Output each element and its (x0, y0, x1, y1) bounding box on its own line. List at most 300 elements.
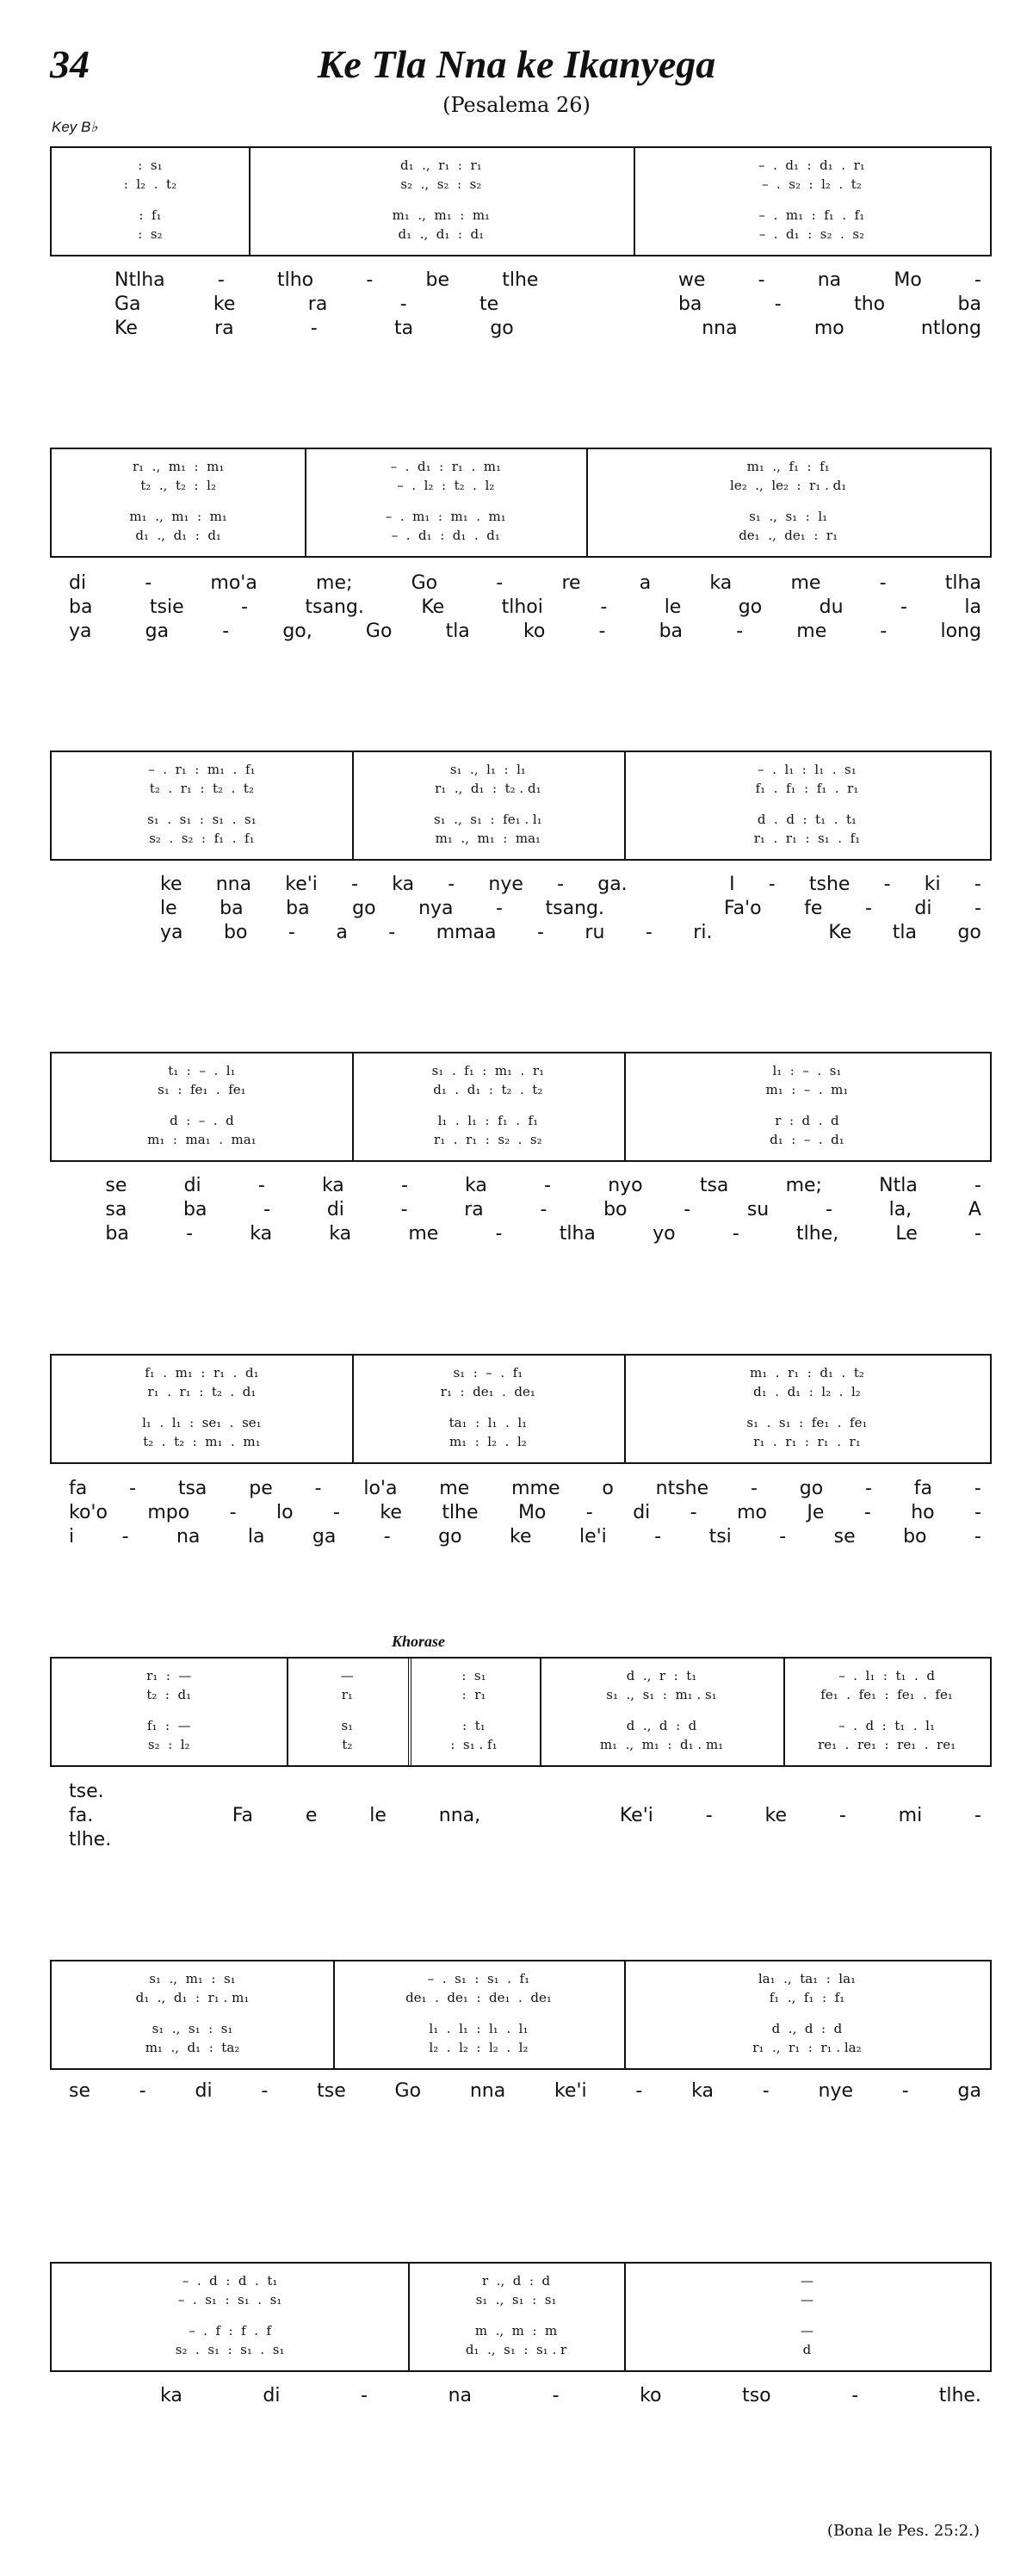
lyric-syllable: ka (392, 874, 415, 895)
note-cell: – . m₁ : m₁ . m₁ (385, 509, 506, 524)
lyric-syllable: ra (307, 293, 328, 315)
lyric-syllable: tsang. (305, 596, 364, 618)
lyric-syllable: tla (892, 922, 917, 943)
note-cell: r₁ ., d₁ : t₂ . d₁ (435, 781, 541, 796)
lyric-syllable: go (438, 1526, 462, 1547)
note-cell: – . l₁ : t₁ . d (838, 1668, 935, 1683)
sol-fa-system-1 (50, 146, 992, 256)
note-cell: m₁ . r₁ : d₁ . t₂ (750, 1365, 864, 1381)
lyric-syllable: ka (321, 1175, 344, 1196)
footer-reference: (Bona le Pes. 25:2.) (826, 2522, 980, 2540)
lyric-syllable: - (690, 1502, 697, 1523)
hymn-number: 34 (50, 42, 90, 86)
lyric-syllable: di (633, 1502, 651, 1523)
note-cell: m₁ ., m₁ : m₁ (129, 509, 227, 524)
lyric-line (69, 2079, 981, 2103)
lyric-syllable: - (654, 1526, 662, 1547)
lyrics-block-7 (69, 2079, 981, 2103)
lyric-syllable: ya (69, 621, 92, 642)
lyric-syllable: Fa'o (724, 898, 762, 919)
lyric-syllable: - (361, 2385, 368, 2406)
lyric-syllable: - (883, 874, 891, 895)
lyric-syllable: - (974, 1175, 981, 1196)
lyric-syllable: ka (691, 2080, 714, 2102)
lyric-syllable: di (183, 1175, 201, 1196)
lyric-syllable: - (974, 269, 981, 291)
note-cell: re₁ . re₁ : re₁ . re₁ (818, 1737, 956, 1752)
note-cell: : r₁ (461, 1687, 486, 1702)
lyric-syllable: tlhe. (938, 2385, 981, 2406)
note-cell: t₂ : d₁ (146, 1687, 192, 1702)
note-cell: t₂ ., t₂ : l₂ (140, 478, 216, 493)
note-cell: s₁ ., s₁ : m₁ . s₁ (606, 1687, 717, 1702)
lyric-syllable: ko (640, 2385, 662, 2406)
note-cell: – . d : d . t₁ (182, 2273, 278, 2289)
lyric-line (69, 1174, 981, 1198)
note-cell: fe₁ . fe₁ : fe₁ . fe₁ (820, 1687, 953, 1702)
note-cell: s₁ : – . f₁ (453, 1365, 523, 1381)
sol-fa-system-8 (50, 2262, 992, 2372)
lyric-syllable: le (160, 898, 177, 919)
lyric-syllable: re (561, 572, 581, 594)
lyrics-block-2 (69, 571, 981, 644)
lyric-syllable: nya (418, 898, 454, 919)
lyric-syllable: - (598, 621, 606, 642)
lyric-syllable: - (774, 293, 782, 315)
lyric-syllable: tshe (808, 874, 851, 895)
sol-fa-system-5 (50, 1354, 992, 1464)
lyric-syllable: Ntlha (114, 269, 165, 291)
lyric-syllable: - (758, 269, 765, 291)
note-cell: r ., d : d (481, 2273, 551, 2289)
lyric-syllable: - (900, 596, 907, 618)
lyric-syllable: nna (702, 318, 738, 339)
note-cell: d ., d : d (771, 2021, 843, 2036)
note-cell: d₁ ., d₁ : r₁ . m₁ (135, 1990, 250, 2005)
note-cell: d₁ ., d₁ : d₁ (135, 528, 221, 543)
lyric-syllable: - (366, 269, 374, 291)
lyric-line (69, 1477, 981, 1501)
lyric-syllable: tso (742, 2385, 771, 2406)
lyric-syllable: tse (317, 2080, 346, 2102)
note-cell: d . d : t₁ . t₁ (757, 812, 857, 827)
lyric-syllable: go (799, 1478, 824, 1499)
note-cell: – . s₁ : s₁ . f₁ (427, 1971, 530, 1986)
lyric-syllable: - (585, 1502, 593, 1523)
note-cell: d₁ ., r₁ : r₁ (399, 158, 482, 173)
key-signature: Key B♭ (52, 119, 98, 135)
lyric-syllable: di (263, 2385, 281, 2406)
lyric-syllable: - (635, 2080, 643, 2102)
lyrics-block-6 (69, 1780, 981, 1852)
lyric-syllable: me (796, 621, 827, 642)
lyric-syllable: ka (465, 1175, 487, 1196)
lyric-syllable: Go (394, 2080, 422, 2102)
lyric-syllable (591, 269, 626, 293)
lyric-syllable (145, 1804, 180, 1828)
lyric-syllable: pe (249, 1478, 273, 1499)
lyric-syllable: ra (214, 318, 234, 339)
lyric-syllable: se (105, 1175, 127, 1196)
lyric-syllable: fe (804, 898, 823, 919)
lyric-syllable: - (974, 1223, 981, 1245)
lyric-syllable: - (186, 1223, 194, 1245)
lyric-syllable: ko'o (69, 1502, 108, 1523)
lyric-syllable: long (940, 621, 981, 642)
lyric-syllable: - (838, 1805, 846, 1826)
lyric-syllable: nyo (608, 1175, 643, 1196)
section-label: Khorase (392, 1633, 446, 1650)
lyric-syllable: - (684, 1199, 691, 1220)
note-cell: m₁ ., d₁ : ta₂ (145, 2040, 240, 2055)
note-cell: r₁ ., m₁ : m₁ (132, 459, 225, 474)
note-cell: : l₂ . t₂ (123, 176, 177, 192)
lyric-syllable: - (974, 1805, 981, 1826)
lyric-syllable: tlho (276, 269, 314, 291)
note-cell: d : – . d (170, 1113, 234, 1128)
lyric-syllable: me; (785, 1175, 822, 1196)
note-cell: m₁ ., m₁ : m₁ (392, 207, 491, 223)
lyric-line (69, 1198, 981, 1222)
lyric-syllable: - (261, 2080, 269, 2102)
lyric-syllable: lo'a (363, 1478, 398, 1499)
lyric-syllable: ho (911, 1502, 935, 1523)
lyric-syllable: la, (888, 1199, 912, 1220)
lyric-syllable: la (964, 596, 981, 618)
lyric-syllable: - (121, 1526, 129, 1547)
lyric-syllable: tlha (944, 572, 981, 594)
note-cell: – . l₂ : t₂ . l₂ (397, 478, 495, 493)
lyric-syllable: ke'i (554, 2080, 587, 2102)
lyric-syllable: - (229, 1502, 237, 1523)
lyric-syllable: ki (924, 874, 941, 895)
lyric-syllable: - (496, 898, 503, 919)
lyric-syllable: go, (282, 621, 312, 642)
lyric-syllable: ga (957, 2080, 981, 2102)
note-cell: – . m₁ : f₁ . f₁ (758, 207, 865, 223)
note-cell: r₁ (341, 1687, 353, 1702)
note-cell: – . s₁ : s₁ . s₁ (177, 2292, 282, 2307)
lyric-syllable: di (914, 898, 932, 919)
note-cell: m₁ ., m₁ : d₁ . m₁ (599, 1737, 724, 1752)
lyric-syllable: - (779, 1526, 787, 1547)
lyric-syllable (661, 873, 696, 897)
lyric-syllable: tse. (69, 1781, 104, 1802)
note-cell: ta₁ : l₁ . l₁ (448, 1415, 528, 1430)
note-cell: t₂ . r₁ : t₂ . t₂ (149, 781, 254, 796)
lyric-line (69, 1222, 981, 1246)
hymn-subtitle: (Pesalema 26) (442, 93, 591, 117)
lyric-syllable: - (314, 1478, 322, 1499)
lyric-line (69, 1501, 981, 1525)
lyric-syllable: mme (511, 1478, 560, 1499)
lyric-syllable: - (263, 1199, 271, 1220)
lyric-syllable: - (383, 1526, 391, 1547)
lyric-line (69, 873, 981, 897)
lyric-syllable: te (479, 293, 499, 315)
note-cell: t₂ . t₂ : m₁ . m₁ (143, 1434, 261, 1449)
lyric-syllable: - (901, 2080, 909, 2102)
lyric-syllable (753, 921, 788, 945)
note-cell: s₁ ., m₁ : s₁ (149, 1971, 236, 1986)
note-cell: d₁ ., d₁ : d₁ (398, 226, 485, 242)
lyric-syllable: bo (223, 922, 248, 943)
note-cell: l₁ . l₁ : l₁ . l₁ (429, 2021, 529, 2036)
lyric-syllable: na (176, 1526, 201, 1547)
lyric-syllable: Ga (114, 293, 141, 315)
lyric-syllable: ke (380, 1502, 402, 1523)
note-cell: l₁ : – . s₁ (772, 1063, 842, 1078)
note-cell: d₁ : – . d₁ (770, 1132, 844, 1147)
lyric-syllable: Mo (894, 269, 922, 291)
lyric-syllable: tsa (699, 1175, 729, 1196)
lyric-syllable: me (408, 1223, 439, 1245)
lyric-syllable: - (865, 1478, 872, 1499)
note-cell: m₁ : – . m₁ (765, 1082, 849, 1097)
lyric-syllable: di (69, 572, 87, 594)
lyric-syllable: se (69, 2080, 90, 2102)
lyric-syllable: - (544, 1175, 552, 1196)
sol-fa-system-3 (50, 751, 992, 861)
note-cell: d₁ . d₁ : l₂ . l₂ (753, 1384, 861, 1399)
lyric-syllable: - (557, 874, 565, 895)
lyric-line (69, 317, 981, 341)
lyric-syllable: Ke (828, 922, 852, 943)
lyric-syllable: le (369, 1805, 387, 1826)
lyric-syllable: mi (898, 1805, 923, 1826)
note-cell: l₁ . l₁ : se₁ . se₁ (142, 1415, 262, 1430)
note-cell: — (340, 1668, 354, 1683)
lyric-syllable: - (310, 318, 318, 339)
lyric-syllable: mmaa (436, 922, 497, 943)
lyric-syllable: - (448, 874, 455, 895)
lyric-syllable: me (439, 1478, 470, 1499)
note-cell: : t₁ (462, 1718, 486, 1733)
note-cell: : s₂ (138, 226, 163, 242)
note-cell: l₂ . l₂ : l₂ . l₂ (429, 2040, 529, 2055)
lyric-syllable: ko (523, 621, 546, 642)
note-cell: – . d : t₁ . l₁ (838, 1718, 935, 1733)
note-cell: r₁ ., r₁ : r₁ . la₂ (752, 2040, 862, 2055)
lyric-syllable: - (145, 572, 152, 594)
note-cell: f₁ ., f₁ : f₁ (769, 1990, 845, 2005)
lyrics-block-4 (69, 1174, 981, 1246)
note-cell: s₂ : l₂ (147, 1737, 190, 1752)
lyric-syllable: ba (659, 621, 684, 642)
sol-fa-system-4 (50, 1052, 992, 1162)
lyric-syllable: - (879, 572, 887, 594)
lyric-syllable: be (425, 269, 449, 291)
lyric-syllable: tsie (149, 596, 184, 618)
lyric-syllable: ke (510, 1526, 532, 1547)
note-cell: s₁ ., s₁ : fe₁ . l₁ (433, 812, 542, 827)
note-cell: d (802, 2342, 812, 2357)
lyric-syllable: nye (818, 2080, 853, 2102)
lyric-syllable: le (664, 596, 682, 618)
lyric-syllable: - (768, 874, 776, 895)
hymn-title: Ke Tla Nna ke Ikanyega (317, 42, 716, 86)
note-cell: le₂ ., le₂ : r₁ . d₁ (730, 478, 847, 493)
note-cell: s₁ ., s₁ : l₁ (749, 509, 828, 524)
note-cell: : s₁ (461, 1668, 486, 1683)
lyric-syllable: ntlong (920, 318, 981, 339)
lyric-syllable: - (974, 1502, 981, 1523)
lyric-line (69, 2384, 981, 2408)
note-cell: r₁ . r₁ : r₁ . r₁ (753, 1434, 861, 1449)
lyric-syllable: Ke'i (619, 1805, 653, 1826)
note-cell: de₁ . de₁ : de₁ . de₁ (405, 1990, 552, 2005)
lyric-syllable: - (241, 596, 248, 618)
lyric-syllable: ri. (693, 922, 713, 943)
note-cell: s₁ ., l₁ : l₁ (449, 762, 526, 777)
note-cell: r : d . d (775, 1113, 839, 1128)
lyric-line (69, 596, 981, 620)
lyric-syllable: o (602, 1478, 614, 1499)
lyric-syllable: tsa (177, 1478, 207, 1499)
lyric-syllable: - (600, 596, 608, 618)
lyric-syllable: - (736, 621, 744, 642)
lyric-syllable: - (217, 269, 225, 291)
lyric-syllable: - (400, 1175, 408, 1196)
note-cell: f₁ : — (146, 1718, 191, 1733)
note-cell: l₁ . l₁ : f₁ . f₁ (437, 1113, 539, 1128)
lyric-syllable: ka (160, 2385, 182, 2406)
lyric-syllable: I (729, 874, 735, 895)
lyric-syllable: nna (469, 2080, 506, 2102)
lyric-syllable: ka (250, 1223, 273, 1245)
lyric-line (69, 1525, 981, 1549)
lyric-syllable (647, 897, 682, 921)
lyric-syllable: - (288, 922, 295, 943)
lyric-syllable: le'i (578, 1526, 607, 1547)
note-cell: f₁ . m₁ : r₁ . d₁ (145, 1365, 259, 1381)
lyric-syllable: tsi (708, 1526, 732, 1547)
lyric-syllable: tsang. (545, 898, 604, 919)
note-cell: s₁ . s₁ : fe₁ . fe₁ (746, 1415, 868, 1430)
lyric-syllable: - (495, 1223, 503, 1245)
note-cell: s₁ . f₁ : m₁ . r₁ (431, 1063, 545, 1078)
lyric-syllable: tlhe. (69, 1829, 112, 1850)
note-cell: — (800, 2323, 813, 2338)
lyric-syllable (591, 317, 625, 341)
note-cell: : s₁ (138, 158, 163, 173)
note-cell: m ., m : m (474, 2323, 558, 2338)
note-cell: — (800, 2292, 813, 2307)
note-cell: – . d₁ : r₁ . m₁ (390, 459, 501, 474)
lyric-syllable: - (705, 1805, 713, 1826)
lyric-syllable: ga. (597, 874, 628, 895)
note-cell: d₁ . d₁ : t₂ . t₂ (433, 1082, 543, 1097)
lyric-line (69, 897, 981, 921)
lyric-syllable: fa (69, 1478, 88, 1499)
lyric-syllable: Mo (517, 1502, 547, 1523)
lyric-syllable: Ke (421, 596, 445, 618)
note-cell: s₂ ., s₂ : s₂ (400, 176, 482, 192)
lyric-syllable: ntshe (655, 1478, 709, 1499)
lyric-syllable: - (863, 1502, 871, 1523)
lyric-line (69, 571, 981, 596)
note-cell: de₁ ., de₁ : r₁ (739, 528, 838, 543)
lyric-syllable: di (326, 1199, 344, 1220)
lyric-syllable: ba (220, 898, 244, 919)
lyric-syllable: go (957, 922, 981, 943)
note-cell: d₁ ., s₁ : s₁ . r (465, 2342, 567, 2357)
lyric-syllable (533, 1804, 567, 1828)
lyric-line (69, 921, 981, 945)
note-cell: d ., d : d (626, 1718, 697, 1733)
lyric-line (69, 1828, 981, 1852)
lyric-syllable: ka (709, 572, 733, 594)
note-cell: m₁ : l₂ . l₂ (448, 1434, 527, 1449)
lyric-syllable: - (139, 2080, 146, 2102)
note-cell: r₁ . r₁ : s₁ . f₁ (753, 831, 861, 846)
note-cell: s₁ (341, 1718, 354, 1733)
lyric-syllable: i (69, 1526, 75, 1547)
lyric-syllable: a (639, 572, 652, 594)
lyric-syllable: tlhe (442, 1502, 479, 1523)
lyric-syllable: ba (286, 898, 310, 919)
lyric-syllable: sa (105, 1199, 127, 1220)
note-cell: t₁ : – . l₁ (168, 1063, 236, 1078)
lyric-syllable: se (833, 1526, 856, 1547)
lyric-syllable: Go (411, 572, 438, 594)
lyric-syllable: me (790, 572, 821, 594)
note-cell: f₁ . f₁ : f₁ . r₁ (755, 781, 859, 796)
note-cell: s₁ . s₁ : s₁ . s₁ (147, 812, 257, 827)
lyric-syllable: la (247, 1526, 265, 1547)
lyric-syllable: lo (276, 1502, 294, 1523)
sol-fa-system-7 (50, 1960, 992, 2070)
lyric-syllable: yo (653, 1223, 676, 1245)
note-cell: m₁ ., f₁ : f₁ (746, 459, 830, 474)
lyric-syllable: - (864, 898, 872, 919)
note-cell: m₁ : ma₁ . ma₁ (147, 1132, 257, 1147)
lyric-syllable: Go (365, 621, 393, 642)
note-cell: r₁ . r₁ : s₂ . s₂ (434, 1132, 542, 1147)
lyric-syllable: su (746, 1199, 770, 1220)
note-cell: d ., r : t₁ (626, 1668, 697, 1683)
note-cell: : f₁ (139, 207, 162, 223)
lyric-syllable: bo (903, 1526, 927, 1547)
lyric-syllable: - (351, 874, 359, 895)
lyric-syllable: - (825, 1199, 832, 1220)
note-cell: – . f : f . f (189, 2323, 272, 2338)
lyric-syllable: Le (895, 1223, 918, 1245)
lyric-syllable: - (222, 621, 230, 642)
lyric-syllable: - (880, 621, 888, 642)
lyrics-block-3 (69, 873, 981, 945)
lyric-syllable (572, 293, 606, 317)
lyric-syllable: mo (737, 1502, 767, 1523)
note-cell: s₂ . s₂ : f₁ . f₁ (149, 831, 255, 846)
note-cell: r₁ . r₁ : t₂ . d₁ (147, 1384, 257, 1399)
lyric-syllable: ba (957, 293, 981, 315)
lyric-syllable: me; (316, 572, 353, 594)
lyric-syllable: - (536, 922, 544, 943)
note-cell: r₁ : — (146, 1668, 192, 1683)
lyrics-block-5 (69, 1477, 981, 1549)
lyric-syllable: ta (394, 318, 414, 339)
lyric-syllable: na (448, 2385, 472, 2406)
lyric-syllable: we (677, 269, 706, 291)
lyric-syllable: ka (329, 1223, 352, 1245)
note-cell: – . s₂ : l₂ . t₂ (761, 176, 862, 192)
lyric-syllable: nna (215, 874, 252, 895)
lyric-syllable: - (333, 1502, 340, 1523)
lyric-syllable: di (195, 2080, 213, 2102)
lyric-syllable: ya (160, 922, 183, 943)
lyrics-block-1 (69, 269, 981, 341)
